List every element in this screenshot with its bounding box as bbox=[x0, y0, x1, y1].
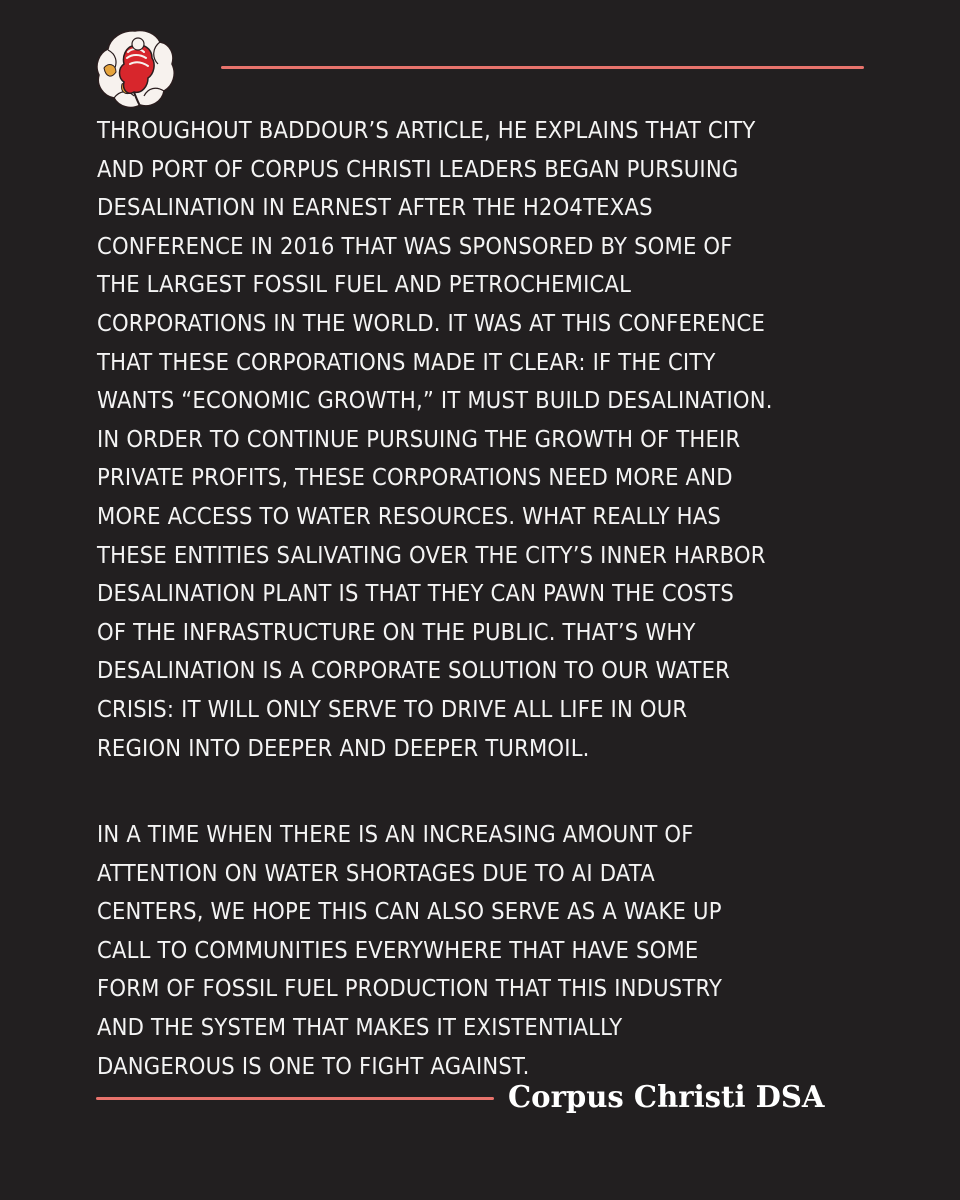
rose-fist-logo-icon bbox=[94, 28, 176, 110]
body-paragraph-2: IN A TIME WHEN THERE IS AN INCREASING AMOUNT OF ATTENTION ON WATER SHORTAGES DUE TO AI DATA CENTERS, WE HOPE THIS CAN ALSO SERVE AS A WAKE UP CALL TO COMMUNITIES EVERYWHERE THAT HAVE SOME FORM OF FOSSIL FUEL PRODUCTION THAT THIS INDUSTRY AND THE SYSTEM THAT MAKES IT EXISTENTIALLY DANGEROUS IS ONE TO FIGHT AGAINST. bbox=[97, 822, 723, 1080]
body-paragraph-1: THROUGHOUT BADDOUR’S ARTICLE, HE EXPLAINS THAT CITY AND PORT OF CORPUS CHRISTI LEADERS BEGAN PURSUING DESALINATION IN EARNEST AFTER THE H2O4TEXAS CONFERENCE IN 2016 THAT WAS SPONSORED BY SOME OF THE LARGEST FOSSIL FUEL AND PETROCHEMICAL CORPORATIONS IN THE WORLD. IT WAS AT THIS CONFERENCE THAT THESE CORPORATIONS MADE IT CLEAR: IF THE CITY WANTS “ECONOMIC GROWTH,” IT MUST BUILD DESALINATION. IN ORDER TO CONTINUE PURSUING THE GROWTH OF THEIR PRIVATE PROFITS, THESE CORPORATIONS NEED MORE AND MORE ACCESS TO WATER RESOURCES. WHAT REALLY HAS THESE ENTITIES SALIVATING OVER THE CITY’S INNER HARBOR DESALINATION PLANT IS THAT THEY CAN PAWN THE COSTS OF THE INFRASTRUCTURE ON THE PUBLIC. THAT’S WHY DESALINATION IS A CORPORATE SOLUTION TO OUR WATER CRISIS: IT WILL ONLY SERVE TO DRIVE ALL LIFE IN OUR REGION INTO DEEPER AND DEEPER TURMOIL. bbox=[97, 118, 773, 762]
top-divider bbox=[221, 66, 864, 69]
bottom-divider bbox=[96, 1097, 494, 1100]
organization-signature: Corpus Christi DSA bbox=[508, 1080, 825, 1115]
